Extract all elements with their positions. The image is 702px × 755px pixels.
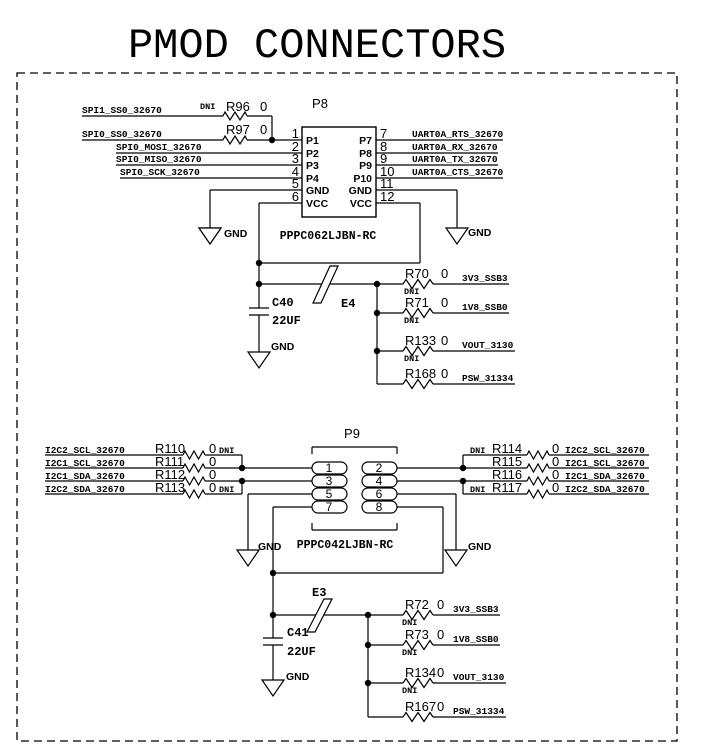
net-label: 1V8_SSB0	[453, 634, 499, 645]
pin-number: 6	[291, 189, 299, 204]
refdes: R116	[492, 467, 523, 482]
dni-flag: DNI	[470, 485, 486, 495]
pin-number: 10	[380, 164, 395, 179]
resistor-value: 0	[441, 295, 449, 310]
pin-number: 3	[325, 474, 333, 488]
resistor-value: 0	[437, 699, 445, 714]
pin-number: 1	[291, 126, 299, 141]
gnd-label: GND	[468, 227, 492, 239]
pin-number: 2	[375, 461, 383, 475]
gnd-symbol	[248, 352, 270, 368]
junction-dot	[365, 612, 371, 618]
resistor-value: 0	[441, 333, 449, 348]
resistor-value: 0	[552, 441, 560, 456]
dni-flag: DNI	[402, 686, 418, 696]
junction-dot	[256, 260, 262, 266]
resistor-value: 0	[441, 366, 449, 381]
junction-dot	[270, 612, 276, 618]
net-label: 3V3_SSB3	[462, 273, 508, 284]
pin-label: VCC	[306, 198, 329, 210]
pin-number: 7	[380, 126, 388, 141]
resistor-symbol-r114	[527, 451, 549, 459]
dni-flag: DNI	[404, 354, 420, 364]
pin-number: 2	[291, 139, 299, 154]
resistor-symbol-r116	[527, 477, 549, 485]
cap-value: 22UF	[272, 314, 301, 328]
net-label: VOUT_3130	[453, 672, 505, 683]
dni-flag: DNI	[404, 316, 420, 326]
dni-flag: DNI	[470, 446, 486, 456]
net-label: I2C1_SCL_32670	[565, 458, 645, 469]
junction-dot	[374, 348, 380, 354]
pin-label: P9	[359, 160, 372, 172]
refdes: R134	[405, 665, 437, 680]
pin-number: 7	[325, 500, 333, 514]
resistor-value: 0	[437, 597, 445, 612]
junction-dot	[374, 310, 380, 316]
net-label: UART0A_RX_32670	[412, 142, 498, 153]
gnd-label: GND	[286, 671, 310, 683]
net-label: SPI0_MOSI_32670	[116, 142, 202, 153]
pin-number: 8	[375, 500, 383, 514]
pin-number: 9	[380, 151, 388, 166]
net-label: UART0A_TX_32670	[412, 154, 498, 165]
jumper-refdes: E3	[312, 586, 327, 600]
pin-number: 5	[291, 176, 299, 191]
net-label: PSW_31334	[462, 373, 514, 384]
resistor-symbol-r115	[527, 464, 549, 472]
net-label: SPI1_SS0_32670	[82, 105, 162, 116]
dni-flag: DNI	[402, 618, 418, 628]
resistor-symbol-r117	[527, 490, 549, 498]
net-label: PSW_31334	[453, 706, 505, 717]
resistor-value: 0	[437, 665, 445, 680]
gnd-label: GND	[271, 341, 295, 353]
net-label: I2C1_SDA_32670	[565, 471, 645, 482]
gnd-label: GND	[224, 228, 248, 240]
refdes: R115	[492, 454, 523, 469]
resistor-symbol-r110	[183, 451, 205, 459]
resistor-value: 0	[209, 454, 217, 469]
pin-number: 5	[325, 487, 333, 501]
net-label: UART0A_CTS_32670	[412, 167, 504, 178]
p9-part-number: PPPC042LJBN-RC	[296, 539, 394, 552]
pin-number: 11	[380, 176, 394, 191]
refdes: R167	[405, 699, 437, 714]
junction-dot	[460, 478, 466, 484]
gnd-symbol	[199, 228, 221, 244]
refdes: R117	[492, 480, 523, 495]
pin-label: GND	[348, 185, 372, 197]
resistor-value: 0	[552, 454, 560, 469]
net-label: I2C2_SCL_32670	[565, 445, 645, 456]
gnd-symbol	[446, 228, 468, 244]
jumper-refdes: E4	[341, 297, 356, 311]
pin-label: VCC	[349, 198, 372, 210]
p8-title: P8	[312, 96, 328, 111]
pin-number: 1	[325, 461, 333, 475]
pin-label: P2	[306, 148, 319, 160]
resistor-value: 0	[437, 627, 445, 642]
pin-number: 4	[375, 474, 383, 488]
refdes: R71	[405, 295, 429, 310]
gnd-label: GND	[258, 541, 282, 553]
net-label: I2C2_SDA_32670	[45, 484, 125, 495]
p8-part-number: PPPC062LJBN-RC	[279, 230, 377, 243]
net-label: SPI0_SCK_32670	[120, 167, 200, 178]
junction-dot	[239, 478, 245, 484]
net-label: I2C2_SCL_32670	[45, 445, 125, 456]
pin-number: 3	[291, 151, 299, 166]
dni-flag: DNI	[200, 102, 216, 112]
junction-dot	[365, 642, 371, 648]
resistor-value: 0	[260, 99, 268, 114]
resistor-value: 0	[209, 480, 217, 495]
page-title: PMOD CONNECTORS	[127, 22, 507, 70]
refdes: R73	[405, 627, 429, 642]
pin-label: P4	[306, 173, 319, 185]
dni-flag: DNI	[219, 485, 235, 495]
cap-refdes: C40	[272, 296, 294, 310]
pin-number: 12	[380, 189, 395, 204]
resistor-value: 0	[552, 480, 560, 495]
junction-dot	[460, 465, 466, 471]
junction-dot	[256, 281, 262, 287]
dni-flag: DNI	[404, 287, 420, 297]
resistor-value: 0	[552, 467, 560, 482]
pin-label: P7	[359, 135, 372, 147]
net-label: VOUT_3130	[462, 340, 514, 351]
junction-dot	[239, 465, 245, 471]
refdes: R97	[226, 122, 250, 137]
refdes: R112	[155, 467, 186, 482]
gnd-symbol	[237, 550, 259, 566]
pin-label: P1	[306, 135, 319, 147]
refdes: R96	[226, 99, 250, 114]
pin-number: 8	[380, 139, 388, 154]
net-label: 3V3_SSB3	[453, 604, 499, 615]
resistor-symbol-r97	[223, 136, 247, 144]
p9-title: P9	[344, 426, 360, 441]
dni-flag: DNI	[402, 648, 418, 658]
resistor-value: 0	[209, 441, 217, 456]
cap-value: 22UF	[287, 645, 316, 659]
resistor-symbol-r113	[183, 490, 205, 498]
dni-flag: DNI	[219, 446, 235, 456]
refdes: R113	[155, 480, 186, 495]
refdes: R111	[155, 454, 185, 469]
resistor-symbol-r112	[183, 477, 205, 485]
pin-label: GND	[306, 185, 330, 197]
refdes: R72	[405, 597, 429, 612]
resistor-value: 0	[441, 266, 449, 281]
cap-refdes: C41	[287, 626, 309, 640]
resistor-value: 0	[209, 467, 217, 482]
pin-label: P10	[353, 173, 372, 185]
net-label: I2C1_SDA_32670	[45, 471, 125, 482]
junction-dot	[269, 137, 275, 143]
junction-dot	[374, 281, 380, 287]
net-label: SPI0_MISO_32670	[116, 154, 202, 165]
refdes: R168	[405, 366, 437, 381]
resistor-symbol-r111	[183, 464, 205, 472]
gnd-symbol	[445, 550, 467, 566]
refdes: R70	[405, 266, 429, 281]
net-label: UART0A_RTS_32670	[412, 129, 504, 140]
gnd-symbol	[262, 680, 284, 696]
refdes: R114	[492, 441, 523, 456]
net-label: I2C1_SCL_32670	[45, 458, 125, 469]
net-label: SPI0_SS0_32670	[82, 129, 162, 140]
resistor-value: 0	[260, 122, 268, 137]
pin-number: 6	[375, 487, 383, 501]
pin-label: P3	[306, 160, 319, 172]
pin-number: 4	[291, 164, 299, 179]
refdes: R133	[405, 333, 437, 348]
pin-label: P8	[359, 148, 372, 160]
junction-dot	[270, 570, 276, 576]
net-label: I2C2_SDA_32670	[565, 484, 645, 495]
gnd-label: GND	[468, 541, 492, 553]
net-label: 1V8_SSB0	[462, 302, 508, 313]
refdes: R110	[155, 441, 186, 456]
junction-dot	[365, 680, 371, 686]
